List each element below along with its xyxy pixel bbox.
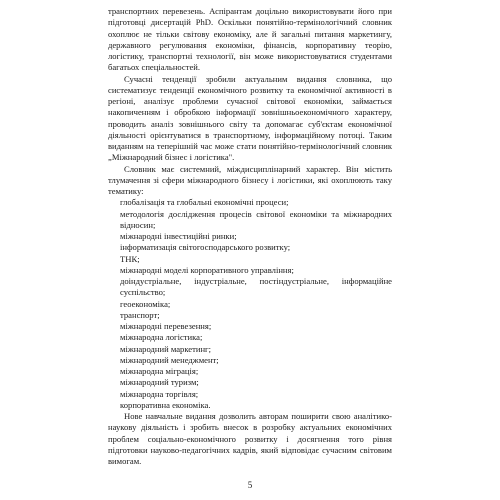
list-item: транспорт;	[120, 309, 160, 320]
list-item: міжнародний маркетинг;	[120, 343, 211, 354]
list-item: міжнародні інвестиційні ринки;	[120, 231, 237, 241]
list-item: міжнародні перевезення;	[120, 321, 212, 331]
list-item: міжнародний туризм;	[120, 377, 199, 388]
list-item: міжнародні моделі корпоративного управління;	[120, 264, 294, 275]
list-item: геоекономіка;	[120, 298, 171, 309]
paragraph-3: Словник має системний, міждисциплінарний характер. Він містить тлумачення зі сфери міжнародного бізнесу і логістики, які охоплюють таку тематику:	[108, 163, 392, 196]
list-item: міжнародна торгівля;	[120, 388, 199, 399]
closing-paragraph: Нове навчальне видання дозволить авторам поширити свою аналітико-наукову діяльність і зробить внесок в розробку актуальних економічних проблем соціально-економічного розвитку і досягнення того рівня підготовки науково-педагогічних кадрів, який відповідає сучасним світовим вимогам.	[108, 411, 392, 466]
list-item: методологія дослідження процесів світової економіки та міжнародних відносин;	[120, 208, 392, 230]
page-number: 5	[247, 480, 253, 490]
paragraph-1: транспортних перевезень. Аспірантам доцільно використовувати його при підготовці дисертацій PhD. Оскільки понятійно-термінологічний словник охоплює не тільки світову економіку, але й загальні питання маркетингу, державного регулювання економіки, фінансів, корпоративну теорію, логістику, транспортні технології, він може використовуватися студентами багатьох спеціальностей.	[108, 6, 392, 73]
paragraph-2: Сучасні тенденції зробили актуальним видання словника, що систематизує тенденції економічного розвитку та економічної активності в регіоні, аналізує проблеми сучасної світової економіки, займається накопиченням і обробкою інформації зовнішньоекономічного характеру, проводить аналіз зовнішнього світу та допомагає суб'єктам економічної діяльності орієнтуватися в транспортному, інформаційному потоці. Таким виданням на теперішній час може стати понятійно-термінологічний словник „Міжнародний бізнес і логістика".	[108, 73, 392, 163]
list-item: міжнародна міграція;	[120, 366, 199, 376]
list-item: ТНК;	[120, 253, 140, 264]
list-item: корпоративна економіка.	[120, 399, 211, 410]
list-item: доіндустріальне, індустріальне, постіндустріальне, інформаційне суспільство;	[120, 276, 392, 298]
list-item: міжнародний менеджмент;	[120, 354, 219, 365]
list-item: міжнародна логістика;	[120, 332, 203, 343]
list-item: інформатизація світогосподарського розвитку;	[120, 242, 291, 253]
list-item: глобалізація та глобальні економічні процеси;	[120, 197, 289, 208]
topic-list	[108, 197, 392, 411]
